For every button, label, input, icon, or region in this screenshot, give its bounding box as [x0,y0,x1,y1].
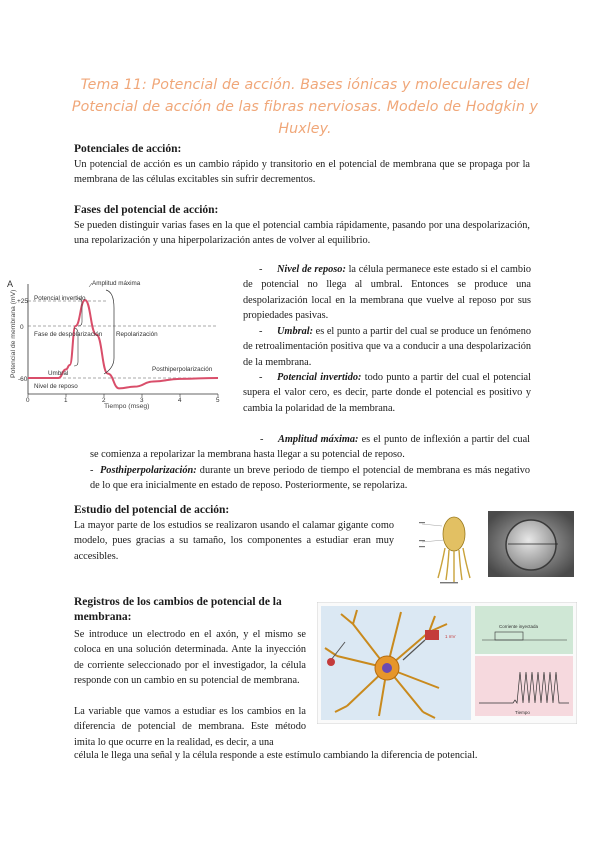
x-tick-label: 4 [178,397,182,404]
x-tick-label: 0 [26,397,30,404]
bullet-term: Potencial invertido: [277,372,362,383]
action-potential-figure [4,278,242,410]
x-tick-label: 3 [140,397,144,404]
bullet-term: Nivel de reposo: [277,264,346,275]
label-repol: Repolarización [116,331,158,338]
bullet-text: es el punto de inflexión a partir del cual se comienza a repolarizar la membrana hasta llegar a su potencial de reposo. [90,434,531,461]
label-tiempo: Tiempo [515,710,530,715]
y-axis-label: Potencial de membrana (mV) [10,289,17,378]
bullet-nivel-reposo: - Nivel de reposo: la célula permanece este estado si el cambio de potencial no llega al umbral. Entonces se produce una despolarización local en la membrana que vuelve al reposo por sus propiedades pasivas. [243,264,531,322]
paragraph-estudio: La mayor parte de los estudios se realizaron usando el calamar gigante como modelo, pues gracias a su tamaño, los componentes a estudiar eran muy accesibles. [74,520,394,562]
label-posthiper: Posthiperpolarización [152,366,213,373]
x-axis-label: Tiempo (mseg) [104,403,150,410]
bullet-term: Amplitud máxima: [278,434,359,445]
panel-label: A [7,279,14,289]
squid-illustration [418,512,484,586]
paragraph-potenciales: Un potencial de acción es un cambio rápido y transitorio en el potencial de membrana que se propaga por la membrana de las células excitables sin sufrir decrementos. [74,159,530,186]
y-tick-0: 0 [20,324,24,331]
paragraph-fases: Se pueden distinguir varias fases en la que el potencial cambia rápidamente, pasando por una despolarización, una repolarización y una hiperpolarización antes de volver al equilibrio. [74,220,530,247]
bullet-potencial-invertido: - Potencial invertido: todo punto a partir del cual el potencial supera el valor cero, es decir, parte donde el potencial es positivo y cambia la polaridad de la membrana. [243,372,531,414]
paragraph-registros-1: Se introduce un electrodo en el axón, y el mismo se coloca en una solución determinada. Ante la inyección de corriente seleccionado por el investigador, la célula responde con un cambio en su potencial de membrana. [74,629,306,687]
bullet-text: es el punto a partir del cual se produce un fenómeno de retroalimentación positiva que va a conducir a una despolarización de la membrana. [243,326,531,368]
section-heading-fases: Fases del potencial de acción: [74,204,219,216]
paragraph-registros-2: La variable que vamos a estudiar es los cambios en la diferencia de potencial de membrana. Este método imita lo que ocurre en la realidad, es decir, a una [74,706,306,748]
y-tick-60: -60 [18,376,28,383]
page-title: Tema 11: Potencial de acción. Bases iónicas y moleculares del Potencial de acción de las fibras nerviosas. Modelo de Hodgkin y Huxley. [71,77,539,137]
bullet-umbral: - Umbral: es el punto a partir del cual se produce un fenómeno de retroalimentación positiva que va a conducir a una despolarización de la membrana. [243,326,531,368]
neuron-recording-figure [317,602,577,724]
bullet-term: Posthiperpolarización: [100,465,197,476]
bullet-text: durante un breve periodo de tiempo el potencial de membrana es más negativo de lo que era inicialmente en estado de reposo. Posteriormente, se repolariza. [90,465,530,492]
paragraph-registros-2-tail: célula le llega una señal y la célula responde a este estímulo cambiando la diferencia de potencial. [74,750,478,761]
label-reposo: Nivel de reposo [34,383,78,390]
bullet-amplitud-maxima: - Amplitud máxima: es el punto de inflexión a partir del cual se comienza a repolarizar la membrana hasta llegar a su potencial de reposo. [90,434,531,461]
label-amplitud: Amplitud máxima [92,280,141,287]
label-corriente: Corriente inyectada [499,624,539,629]
section-heading-estudio: Estudio del potencial de acción: [74,504,230,516]
bullet-text: todo punto a partir del cual el potencial supera el valor cero, es decir, parte donde el potencial es positivo y cambia la polaridad de la membrana. [243,372,531,414]
bullet-posthiperpolarizacion: - Posthiperpolarización: durante un breve periodo de tiempo el potencial de membrana es más negativo de lo que era inicialmente en estado de reposo. Posteriormente, se repolariza. [90,465,530,492]
label-scale: 1 mV [445,634,456,639]
x-tick-label: 1 [64,397,68,404]
label-invertido: Potencial invertido [34,295,86,302]
y-tick-25: +25 [17,298,29,305]
section-heading-registros: Registros de los cambios de potencial de la membrana: [74,596,282,623]
bullet-text: la célula permanece este estado si el cambio de potencial no llega al umbral. Entonces se produce una despolarización local en la membrana que vuelve al reposo por sus propiedades pasivas. [243,264,531,322]
section-heading-potenciales: Potenciales de acción: [74,143,182,155]
x-tick-label: 2 [102,397,106,404]
label-despol: Fase de despolarización [34,331,103,338]
axon-micrograph [488,511,574,577]
bullet-term: Umbral: [277,326,314,337]
label-umbral: Umbral [48,370,69,377]
x-tick-label: 5 [216,397,220,404]
